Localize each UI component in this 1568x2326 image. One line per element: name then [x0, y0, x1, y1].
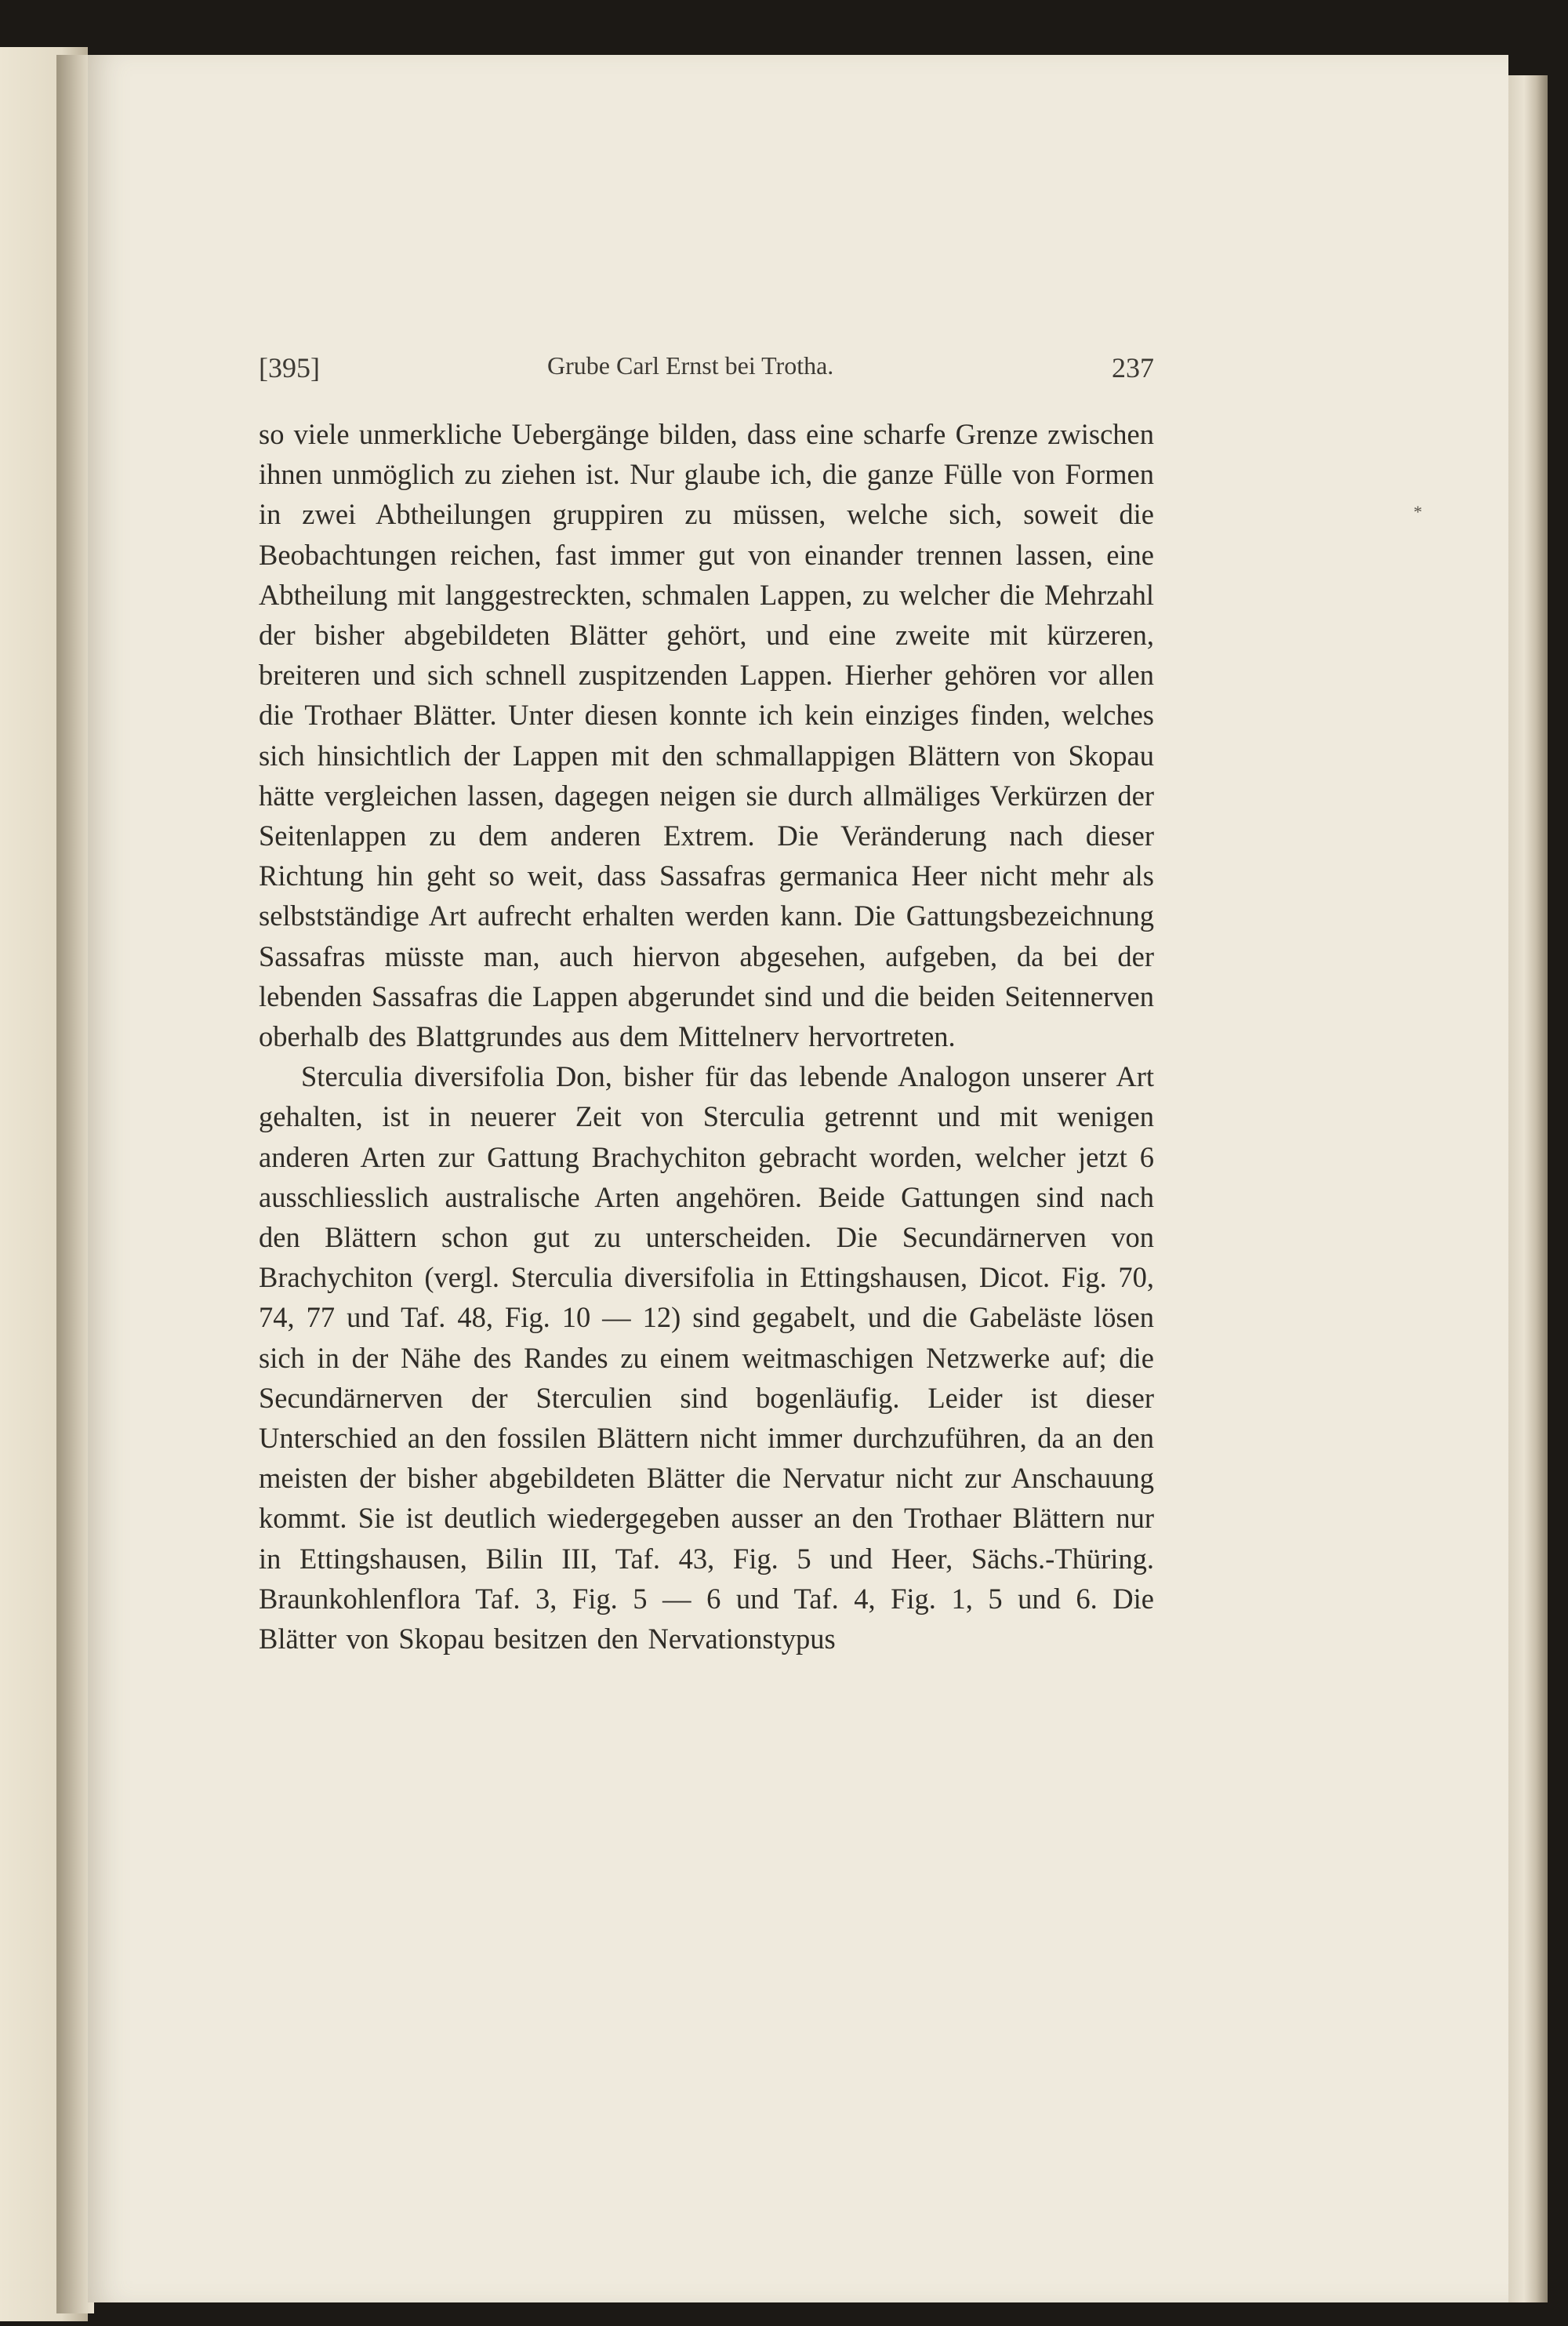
page-reference: [395]	[259, 352, 320, 383]
running-header	[259, 351, 1154, 395]
body-text	[259, 414, 1154, 1659]
page-stack-edge	[1508, 75, 1548, 2302]
paragraph-2: Sterculia diversifolia Don, bisher für das lebende Analogon unserer Art gehalten, ist in neuerer Zeit von Sterculia getrennt und mit wenigen anderen Arten zur Gattung Brachychiton gebracht worden, welcher jetzt 6 ausschliesslich australische Arten angehören. Beide Gattungen sind nach den Blättern schon gut zu unterscheiden. Die Secundärnerven von Brachychiton (vergl. Sterculia diversifolia in Ettingshausen, Dicot. Fig. 70, 74, 77 und Taf. 48, Fig. 10 — 12) sind gegabelt, und die Gabeläste lösen sich in der Nähe des Randes zu einem weitmaschigen Netzwerke auf; die Secundärnerven der Sterculien sind bogenläufig. Leider ist dieser Unterschied an den fossilen Blättern nicht immer durchzuführen, da an den meisten der bisher abgebildeten Blätter die Nervatur nicht zur Anschauung kommt. Sie ist deutlich wiedergegeben ausser an den Trothaer Blättern nur in Ettingshausen, Bilin III, Taf. 43, Fig. 5 und Heer, Sächs.-Thüring. Braunkohlenflora Taf. 3, Fig. 5 — 6 und Taf. 4, Fig. 1, 5 und 6. Die Blätter von Skopau besitzen den Nervationstypus	[259, 1060, 1154, 1655]
running-title: Grube Carl Ernst bei Trotha.	[547, 351, 834, 380]
margin-mark: *	[1414, 502, 1422, 522]
paragraph-1: so viele unmerkliche Uebergänge bilden, dass eine scharfe Grenze zwischen ihnen unmöglich zu ziehen ist. Nur glaube ich, die ganze Fülle von Formen in zwei Abtheilungen gruppiren zu müssen, welche sich, soweit die Beobachtungen reichen, fast immer gut von einander trennen lassen, eine Abtheilung mit langgestreckten, schmalen Lappen, zu welcher die Mehrzahl der bisher abgebildeten Blätter gehört, und eine zweite mit kürzeren, breiteren und sich schnell zuspitzenden Lappen. Hierher gehören vor allen die Trothaer Blätter. Unter diesen konnte ich kein einziges finden, welches sich hinsichtlich der Lappen mit den schmallappigen Blättern von Skopau hätte vergleichen lassen, dagegen neigen sie durch allmäliges Verkürzen der Seitenlappen zu dem anderen Extrem. Die Veränderung nach dieser Richtung hin geht so weit, dass Sassafras germanica Heer nicht mehr als selbstständige Art aufrecht erhalten werden kann. Die Gattungsbezeichnung Sassafras müsste man, auch hiervon abgesehen, aufgeben, da bei der lebenden Sassafras die Lappen abgerundet sind und die beiden Seitennerven oberhalb des Blattgrundes aus dem Mittelnerv hervortreten.	[259, 418, 1154, 1053]
page-number: 237	[1112, 352, 1154, 383]
